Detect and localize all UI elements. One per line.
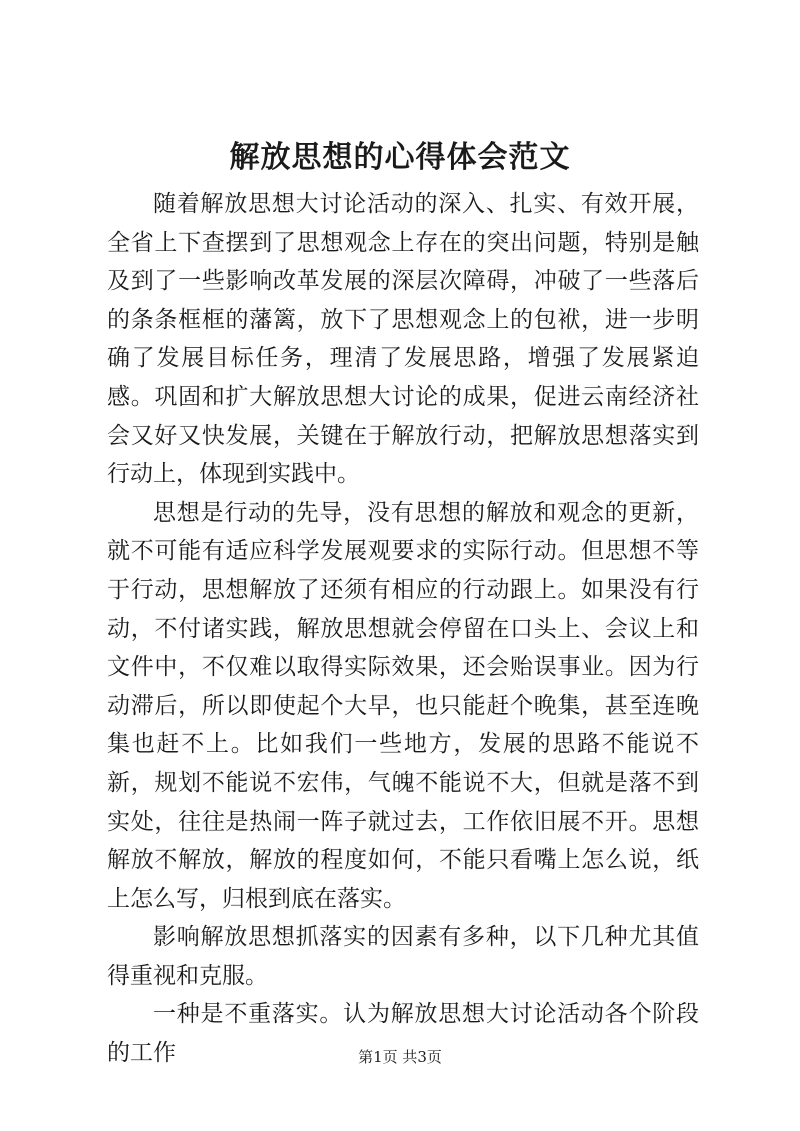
document-body bbox=[107, 185, 699, 1073]
paragraph-1: 随着解放思想大讨论活动的深入、扎实、有效开展，全省上下查摆到了思想观念上存在的突出问题，特别是触及到了一些影响改革发展的深层次障碍，冲破了一些落后的条条框框的藩篱，放下了思想观念上的包袱，进一步明确了发展目标任务，理清了发展思路，增强了发展紧迫感。巩固和扩大解放思想大讨论的成果，促进云南经济社会又好又快发展，关键在于解放行动，把解放思想落实到行动上，体现到实践中。 bbox=[107, 191, 699, 488]
paragraph-3: 影响解放思想抓落实的因素有多种，以下几种尤其值得重视和克服。 bbox=[107, 924, 699, 989]
page-title: 解放思想的心得体会范文 bbox=[229, 140, 571, 175]
page-number-footer: 第1页 共3页 bbox=[358, 1048, 442, 1066]
paragraph-4: 一种是不重落实。认为解放思想大讨论活动各个阶段的工作 bbox=[107, 1001, 699, 1067]
paragraph-2: 思想是行动的先导，没有思想的解放和观念的更新，就不可能有适应科学发展观要求的实际行动。但思想不等于行动，思想解放了还须有相应的行动跟上。如果没有行动，不付诸实践，解放思想就会停留在口头上、会议上和文件中，不仅难以取得实际效果，还会贻误事业。因为行动滞后，所以即使起个大早，也只能赶个晚集，甚至连晚集也赶不上。比如我们一些地方，发展的思路不能说不新，规划不能说不宏伟，气魄不能说不大，但就是落不到实处，往往是热闹一阵子就过去，工作依旧展不开。思想解放不解放，解放的程度如何，不能只看嘴上怎么说，纸上怎么写，归根到底在落实。 bbox=[107, 499, 699, 912]
